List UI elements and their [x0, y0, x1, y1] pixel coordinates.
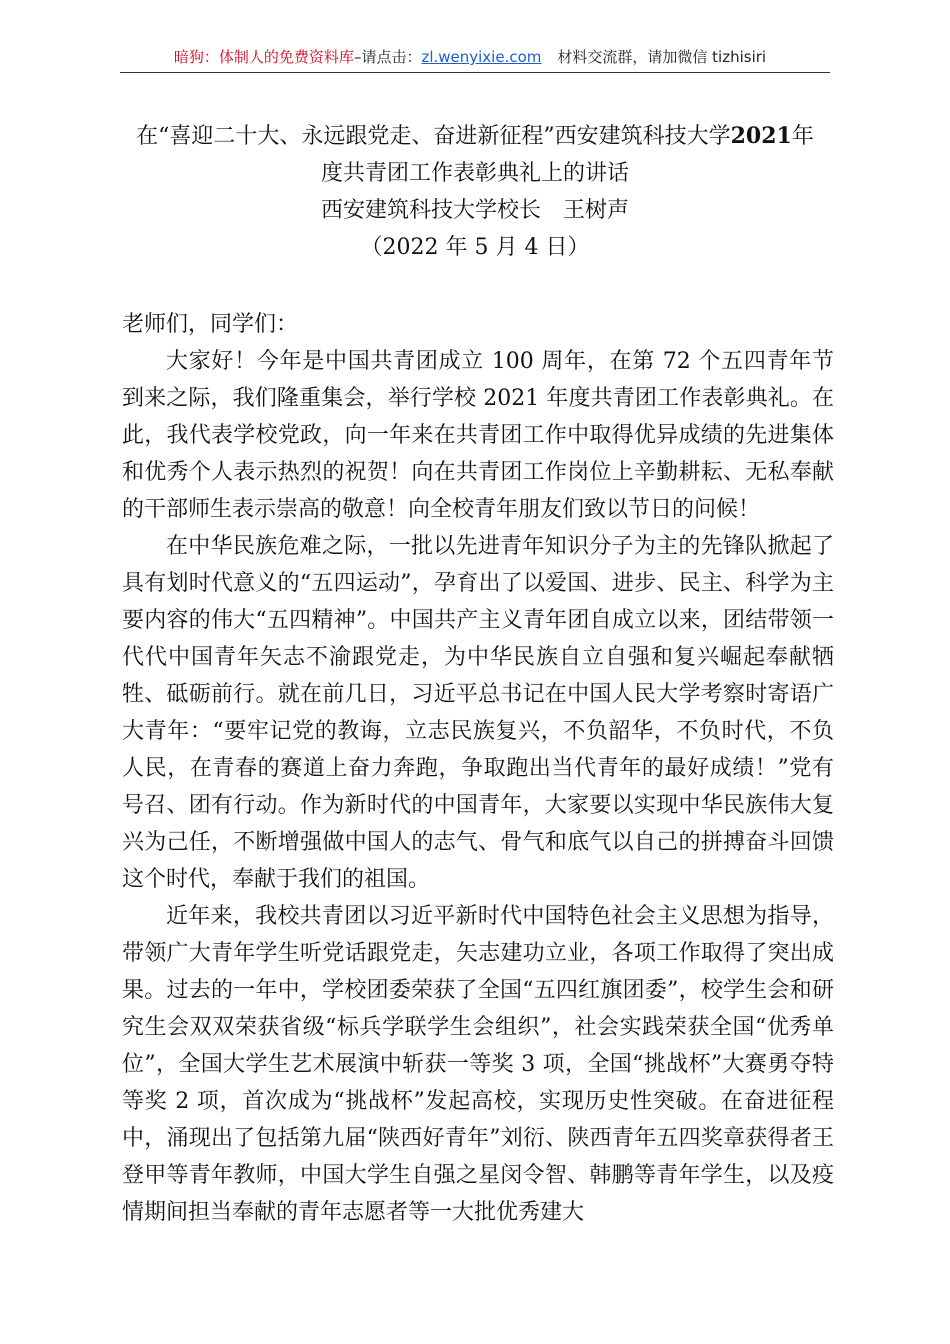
title-line-2: 度共青团工作表彰典礼上的讲话 [320, 161, 629, 186]
header-divider [120, 72, 830, 73]
header-group-note: 材料交流群，请加微信 tizhisiri [557, 48, 767, 66]
title-line-1 [100, 118, 850, 155]
page-header [120, 46, 820, 68]
header-brand: 暗狗：体制人的免费资料库 [173, 48, 354, 66]
paragraph-2: 在中华民族危难之际，一批以先进青年知识分子为主的先锋队掀起了具有划时代意义的“五四运动”，孕育出了以爱国、进步、民主、科学为主要内容的伟大“五四精神”。中国共产主义青年团自成立以来，团结带领一代代中国青年矢志不渝跟党走，为中华民族自立自强和复兴崛起奉献牺牲、砥砺前行。就在前几日，习近平总书记在中国人民大学考察时寄语广大青年：“要牢记党的教诲，立志民族复兴，不负韶华，不负时代，不负人民，在青春的赛道上奋力奔跑，争取跑出当代青年的最好成绩！”党有号召、团有行动。作为新时代的中国青年，大家要以实现中华民族伟大复兴为己任，不断增强做中国人的志气、骨气和底气以自己的拼搏奋斗回馈这个时代，奉献于我们的祖国。 [122, 534, 834, 892]
title-line-1-year: 2021 [730, 123, 792, 149]
header-prompt: –请点击： [353, 48, 422, 66]
paragraph-1: 大家好！今年是中国共青团成立 100 周年，在第 72 个五四青年节到来之际，我们隆重集会，举行学校 2021 年度共青团工作表彰典礼。在此，我代表学校党政，向一年来在共青团工作中取得优异成绩的先进集体和优秀个人表示热烈的祝贺！向在共青团工作岗位上辛勤耕耘、无私奉献的干部师生表示崇高的敬意！向全校青年朋友们致以节日的问候！ [122, 349, 834, 522]
title-line-1-post: 年 [791, 124, 814, 149]
date-line: （2022 年 5 月 4 日） [360, 235, 590, 260]
speech-title-block [100, 118, 850, 266]
title-line-1-pre: 在“喜迎二十大、永远跟党走、奋进新征程”西安建筑科技大学 [136, 124, 731, 149]
salutation: 老师们，同学们： [122, 312, 299, 337]
speaker-line: 西安建筑科技大学校长 王树声 [320, 198, 629, 223]
paragraph-3: 近年来，我校共青团以习近平新时代中国特色社会主义思想为指导，带领广大青年学生听党话跟党走，矢志建功立业，各项工作取得了突出成果。过去的一年中，学校团委荣获了全国“五四红旗团委”，校学生会和研究生会双双荣获省级“标兵学联学生会组织”，社会实践荣获全国“优秀单位”，全国大学生艺术展演中斩获一等奖 3 项，全国“挑战杯”大赛勇夺特等奖 2 项，首次成为“挑战杯”发起高校，实现历史性突破。在奋进征程中，涌现出了包括第九届“陕西好青年”刘衍、陕西青年五四奖章获得者王登甲等青年教师，中国大学生自强之星闵令智、韩鹏等青年学生，以及疫情期间担当奉献的青年志愿者等一大批优秀建大 [122, 904, 834, 1225]
speech-body [122, 306, 834, 1231]
header-link[interactable]: zl.wenyixie.com [421, 48, 542, 66]
